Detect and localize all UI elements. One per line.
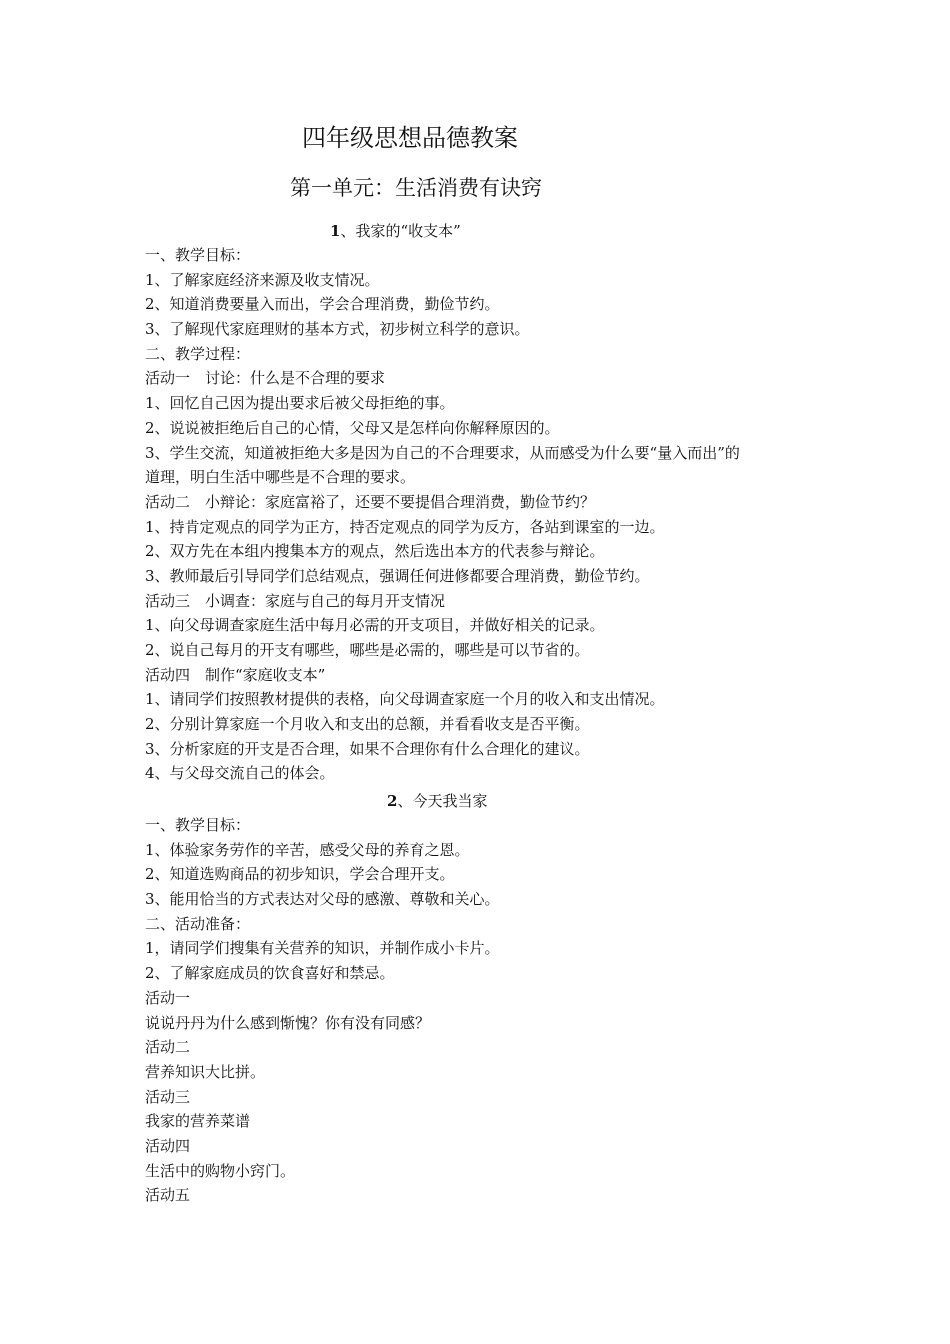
text-line: 1、向父母调查家庭生活中每月必需的开支项目，并做好相关的记录。 [145,616,605,635]
text-line: 营养知识大比拼。 [145,1062,266,1081]
text-line: 2、说自己每月的开支有哪些，哪些是必需的，哪些是可以节省的。 [145,641,590,659]
text-line: 3、学生交流，知道被拒绝大多是因为自己的不合理要求，从而感受为什么要“量入而出”的 [145,443,740,462]
lesson1-number: 1 [330,222,341,240]
text-line: 1、持肯定观点的同学为正方，持否定观点的同学为反方，各站到课室的一边。 [145,517,665,536]
lesson2-body [145,813,825,1208]
text-line: 一、教学目标： [145,246,251,264]
text-line: 2、双方先在本组内搜集本方的观点，然后选出本方的代表参与辩论。 [145,542,605,561]
text-line: 说说丹丹为什么感到惭愧？你有没有同感？ [145,1013,431,1032]
text-line: 活动三 小调查：家庭与自己的每月开支情况 [145,591,446,610]
text-line: 活动三 [145,1087,191,1106]
text-line: 3、分析家庭的开支是否合理，如果不合理你有什么合理化的建议。 [145,739,590,758]
text-line: 1、体验家务劳作的辛苦，感受父母的养育之恩。 [145,840,470,859]
unit-title: 第一单元：生活消费有诀窍 [290,176,542,200]
text-line: 二、活动准备： [145,914,251,933]
text-line: 活动一 [145,988,191,1007]
text-line: 4、与父母交流自己的体会。 [145,764,335,783]
text-line: 二、教学过程： [145,344,251,363]
text-line: 活动四 [145,1136,191,1155]
text-line: 2、分别计算家庭一个月收入和支出的总额，并看看收支是否平衡。 [145,715,590,734]
text-line: 2、说说被拒绝后自己的心情，父母又是怎样向你解释原因的。 [145,418,560,437]
text-line: 1，请同学们搜集有关营养的知识，并制作成小卡片。 [145,939,500,958]
text-line: 活动四 制作“家庭收支本” [145,665,326,684]
lesson2-title-text: 、今天我当家 [397,792,488,810]
lesson2-title [387,790,487,811]
text-line: 2、了解家庭成员的饮食喜好和禁忌。 [145,964,395,983]
text-line: 一、教学目标： [145,816,251,834]
lesson2-number: 2 [387,792,398,810]
text-line: 活动五 [145,1186,191,1205]
text-line: 活动二 小辩论：家庭富裕了，还要不要提倡合理消费，勤俭节约？ [145,492,596,511]
text-line: 道理，明白生活中哪些是不合理的要求。 [145,468,416,487]
text-line: 活动一 讨论：什么是不合理的要求 [145,369,386,388]
document-title: 四年级思想品德教案 [302,124,518,152]
text-line: 生活中的购物小窍门。 [145,1161,296,1180]
text-line: 3、教师最后引导同学们总结观点，强调任何进修都要合理消费，勤俭节约。 [145,566,650,585]
text-line: 1、回忆自己因为提出要求后被父母拒绝的事。 [145,394,455,413]
lesson1-title-text: 、我家的“收支本” [340,222,461,240]
text-line: 1、请同学们按照教材提供的表格，向父母调查家庭一个月的收入和支出情况。 [145,690,665,709]
text-line: 2、知道消费要量入而出，学会合理消费，勤俭节约。 [145,295,500,314]
text-line: 3、能用恰当的方式表达对父母的感激、尊敬和关心。 [145,890,500,909]
text-line: 3、了解现代家庭理财的基本方式，初步树立科学的意识。 [145,320,530,339]
text-line: 活动二 [145,1038,191,1057]
lesson1-body [145,243,825,786]
lesson1-title [330,220,461,241]
text-line: 我家的营养菜谱 [145,1112,251,1131]
text-line: 1、了解家庭经济来源及收支情况。 [145,270,380,289]
text-line: 2、知道选购商品的初步知识，学会合理开支。 [145,865,455,884]
